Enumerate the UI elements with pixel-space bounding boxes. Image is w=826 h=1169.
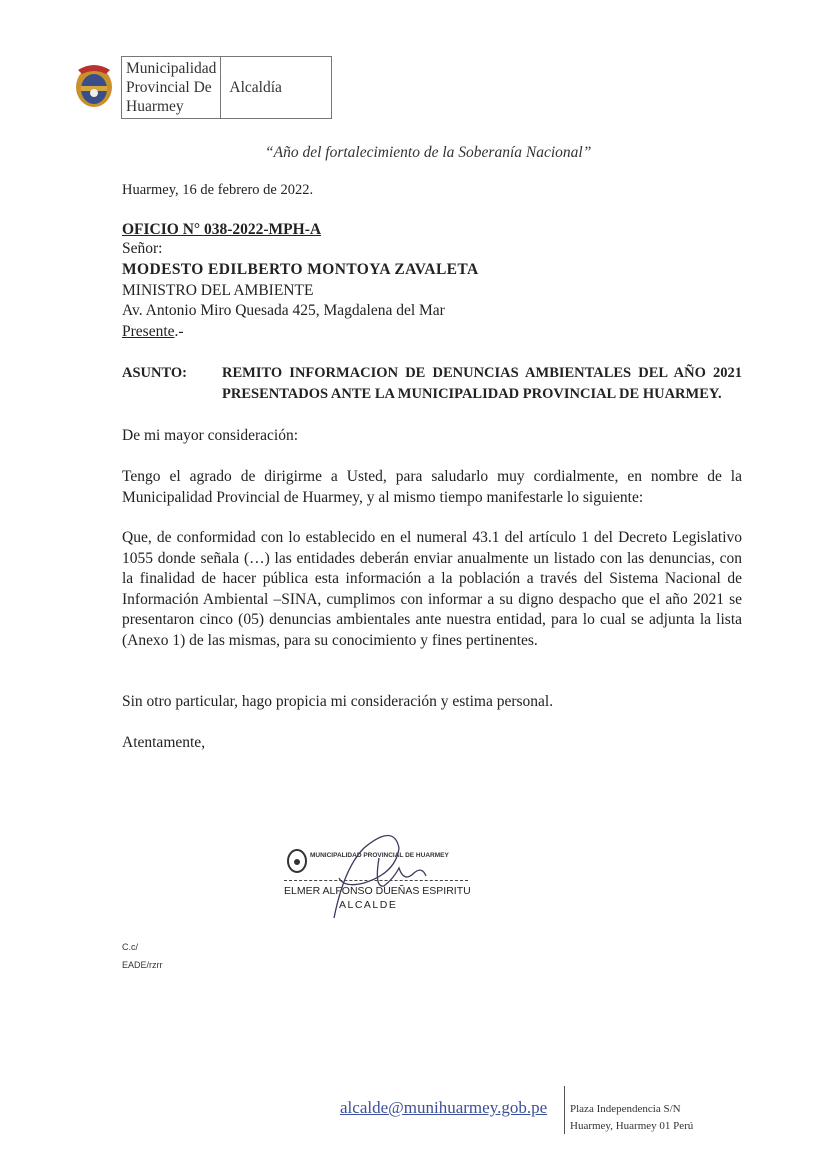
recipient-address: Av. Antonio Miro Quesada 425, Magdalena del Mar [122,302,445,319]
header-table [121,56,332,119]
signatory-name: ELMER ALFONSO DUEÑAS ESPIRITU [284,885,471,897]
recipient-title: MINISTRO DEL AMBIENTE [122,282,314,299]
greeting: De mi mayor consideración: [122,427,299,444]
signatory-role: ALCALDE [339,899,398,911]
recipient-name: MODESTO EDILBERTO MONTOYA ZAVALETA [122,261,479,278]
municipal-crest-logo [70,60,118,110]
handwritten-signature [304,828,444,923]
motto: “Año del fortalecimiento de la Soberanía Nacional” [265,144,592,161]
salutation: Señor: [122,240,163,257]
signature-stamp [284,828,484,923]
paragraph-body: Que, de conformidad con lo establecido en el numeral 43.1 del artículo 1 del Decreto Legislativo 1055 donde señala (…) las entidades deberán enviar anualmente un listado con las denuncias, con la finalidad de hacer pública esta información a la población a través del Sistema Nacional de Información Ambiental –SINA, cumplimos con informar a su digno despacho que el año 2021 se presentaron cinco (05) denuncias ambientales ante nuestra entidad, para lo cual se adjunta la lista (Anexo 1) de las mismas, para su conocimiento y fines pertinentes. [122,529,742,649]
paragraph-intro: Tengo el agrado de dirigirme a Usted, para saludarlo muy cordialmente, en nombre de la Municipalidad Provincial de Huarmey, y al mismo tiempo manifestarle lo siguiente: [122,468,742,506]
carbon-copy: C.c/ EADE/rzrr [122,942,163,970]
footer-address: Plaza Independencia S/N Huarmey, Huarmey 01 Perú [570,1103,694,1132]
closing: Atentamente, [122,734,206,751]
footer-email-link[interactable]: alcalde@munihuarmey.gob.pe [340,1098,548,1117]
reference-number: OFICIO N° 038-2022-MPH-A [122,221,322,238]
paragraph-closing: Sin otro particular, hago propicia mi consideración y estima personal. [122,693,554,710]
presente: Presente.- [122,323,184,340]
stamp-header: MUNICIPALIDAD PROVINCIAL DE HUARMEY [310,852,449,859]
office-name: Alcaldía [221,57,332,119]
date: Huarmey, 16 de febrero de 2022. [122,182,314,198]
footer-divider [564,1086,565,1134]
institution-name: Municipalidad Provincial De Huarmey [122,57,221,119]
subject-text: REMITO INFORMACION DE DENUNCIAS AMBIENTALES DEL AÑO 2021 PRESENTADOS ANTE LA MUNICIPALIDAD PROVINCIAL DE HUARMEY. [222,365,742,402]
subject-label: ASUNTO: [122,365,187,381]
